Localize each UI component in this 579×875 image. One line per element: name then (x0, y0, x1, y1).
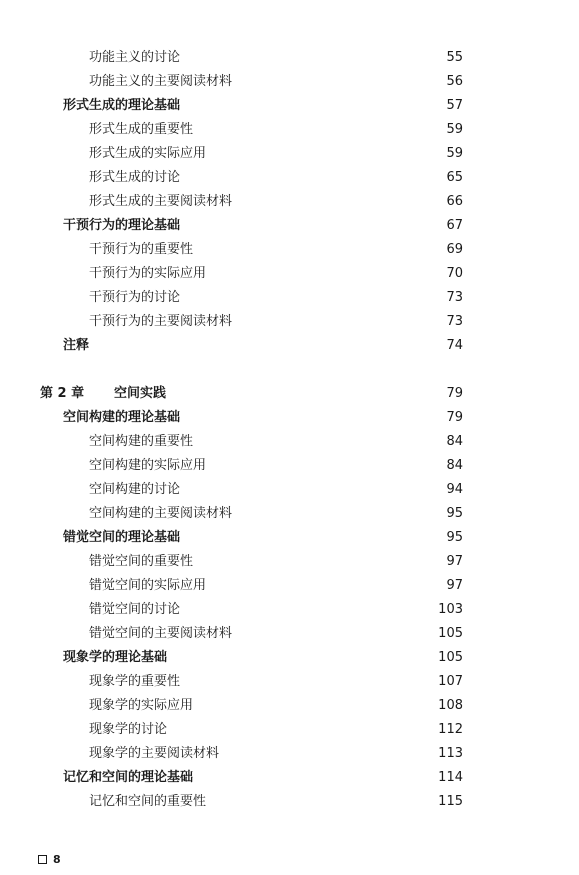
toc-entry-title: 干预行为的重要性 (89, 242, 194, 257)
toc-page-number: 114 (438, 770, 463, 785)
toc-section-entry[interactable] (0, 214, 579, 238)
toc-subsection-entry[interactable] (0, 694, 579, 718)
toc-subsection-entry[interactable] (0, 190, 579, 214)
toc-entry-title: 错觉空间的重要性 (89, 554, 194, 569)
toc-chapter-entry[interactable] (0, 382, 579, 406)
toc-entry-title: 空间构建的重要性 (89, 434, 194, 449)
toc-page-number: 66 (446, 194, 463, 209)
toc-subsection-entry[interactable] (0, 478, 579, 502)
toc-subsection-entry[interactable] (0, 454, 579, 478)
toc-page-number: 59 (446, 122, 463, 137)
toc-subsection-entry[interactable] (0, 286, 579, 310)
toc-entry-title: 空间构建的主要阅读材料 (89, 506, 233, 521)
chapter-number: 第 2 章 (40, 386, 85, 401)
toc-section-entry[interactable] (0, 646, 579, 670)
toc-page-number: 55 (446, 50, 463, 65)
toc-page-number: 67 (446, 218, 463, 233)
toc-entry-title: 功能主义的主要阅读材料 (89, 74, 233, 89)
toc-subsection-entry[interactable] (0, 166, 579, 190)
toc-page-number: 73 (446, 314, 463, 329)
toc-page-number: 97 (446, 578, 463, 593)
toc-entry-title: 干预行为的实际应用 (89, 266, 207, 281)
toc-section-entry[interactable] (0, 766, 579, 790)
toc-page-number: 112 (438, 722, 463, 737)
toc-entry-title: 形式生成的重要性 (89, 122, 194, 137)
toc-subsection-entry[interactable] (0, 238, 579, 262)
toc-page-number: 115 (438, 794, 463, 809)
toc-entry-title: 干预行为的讨论 (89, 290, 181, 305)
toc-page-number: 84 (446, 458, 463, 473)
toc-entry-title: 形式生成的理论基础 (63, 98, 181, 113)
toc-section-entry[interactable] (0, 406, 579, 430)
toc-entry-title: 形式生成的主要阅读材料 (89, 194, 233, 209)
toc-entry-title: 空间构建的实际应用 (89, 458, 207, 473)
toc-page-number: 84 (446, 434, 463, 449)
toc-subsection-entry[interactable] (0, 550, 579, 574)
toc-subsection-entry[interactable] (0, 574, 579, 598)
toc-subsection-entry[interactable] (0, 118, 579, 142)
toc-subsection-entry[interactable] (0, 142, 579, 166)
square-outline-icon (38, 855, 47, 864)
toc-entry-title: 空间构建的理论基础 (63, 410, 181, 425)
toc-entry-title: 功能主义的讨论 (89, 50, 181, 65)
toc-page-number: 74 (446, 338, 463, 353)
toc-subsection-entry[interactable] (0, 622, 579, 646)
toc-entry-title: 干预行为的理论基础 (63, 218, 181, 233)
toc-entry-title: 错觉空间的实际应用 (89, 578, 207, 593)
chapter-title: 空间实践 (114, 386, 167, 401)
toc-entry-title: 记忆和空间的理论基础 (63, 770, 194, 785)
toc-section-entry[interactable] (0, 334, 579, 358)
toc-entry-title: 形式生成的讨论 (89, 170, 181, 185)
toc-entry-title: 注释 (63, 338, 90, 353)
toc-page-number: 108 (438, 698, 463, 713)
toc-entry-title: 现象学的重要性 (89, 674, 181, 689)
toc-entry-title: 记忆和空间的重要性 (89, 794, 207, 809)
toc-subsection-entry[interactable] (0, 262, 579, 286)
toc-subsection-entry[interactable] (0, 70, 579, 94)
toc-page-number: 73 (446, 290, 463, 305)
toc-page-number: 65 (446, 170, 463, 185)
toc-entry-title: 错觉空间的讨论 (89, 602, 181, 617)
toc-page-number: 97 (446, 554, 463, 569)
toc-page-number: 79 (446, 410, 463, 425)
toc-entry-title: 现象学的讨论 (89, 722, 168, 737)
toc-page-number: 105 (438, 650, 463, 665)
toc-page-number: 95 (446, 530, 463, 545)
toc-subsection-entry[interactable] (0, 742, 579, 766)
toc-section-entry[interactable] (0, 526, 579, 550)
toc-entry-title: 现象学的实际应用 (89, 698, 194, 713)
toc-page-number: 57 (446, 98, 463, 113)
toc-entry-title: 错觉空间的主要阅读材料 (89, 626, 233, 641)
toc-subsection-entry[interactable] (0, 430, 579, 454)
toc-section-entry[interactable] (0, 94, 579, 118)
toc-subsection-entry[interactable] (0, 598, 579, 622)
toc-page-number: 56 (446, 74, 463, 89)
toc-entry-title: 错觉空间的理论基础 (63, 530, 181, 545)
toc-subsection-entry[interactable] (0, 718, 579, 742)
toc-entry-title: 空间构建的讨论 (89, 482, 181, 497)
toc-subsection-entry[interactable] (0, 790, 579, 814)
toc-page-number: 107 (438, 674, 463, 689)
page-number: 8 (53, 853, 61, 866)
toc-page-number: 113 (438, 746, 463, 761)
toc-page-number: 105 (438, 626, 463, 641)
toc-page-number: 103 (438, 602, 463, 617)
toc-subsection-entry[interactable] (0, 670, 579, 694)
toc-entry-title: 干预行为的主要阅读材料 (89, 314, 233, 329)
toc-page-number: 70 (446, 266, 463, 281)
toc-page-number: 94 (446, 482, 463, 497)
page-footer (38, 852, 61, 868)
toc-entry-title: 形式生成的实际应用 (89, 146, 207, 161)
toc-subsection-entry[interactable] (0, 46, 579, 70)
toc-subsection-entry[interactable] (0, 310, 579, 334)
toc-subsection-entry[interactable] (0, 502, 579, 526)
toc-page-number: 79 (446, 386, 463, 401)
toc-page-number: 59 (446, 146, 463, 161)
toc-entry-title: 现象学的理论基础 (63, 650, 168, 665)
toc-entry-title: 现象学的主要阅读材料 (89, 746, 220, 761)
toc-page-number: 69 (446, 242, 463, 257)
toc-page-number: 95 (446, 506, 463, 521)
table-of-contents (0, 46, 579, 814)
